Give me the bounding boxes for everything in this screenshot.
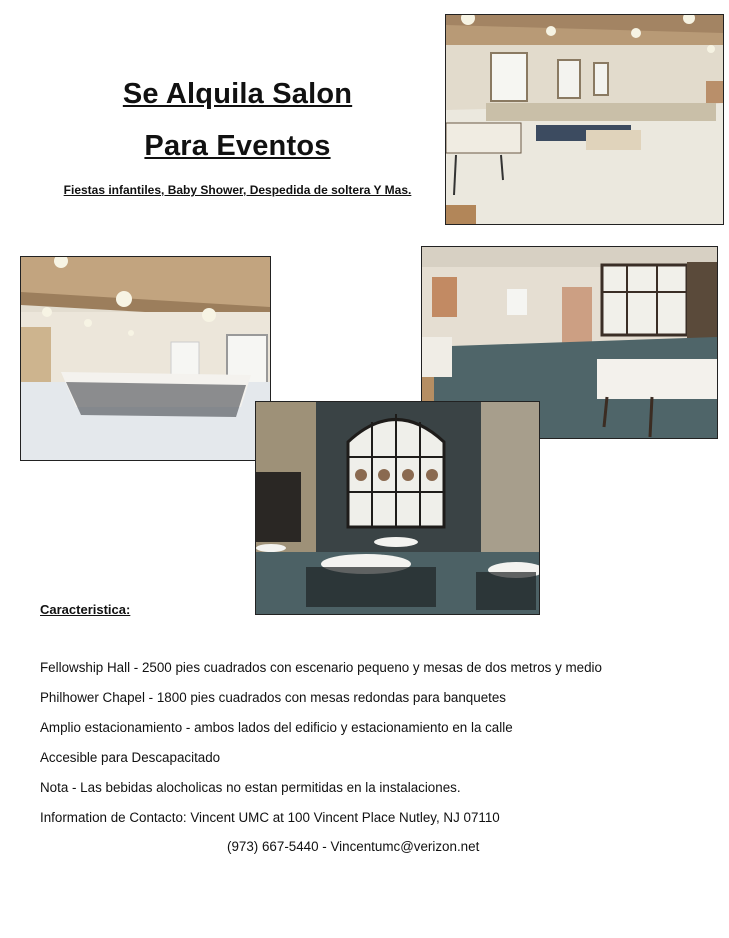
photo-fellowship-hall-tables bbox=[20, 256, 271, 461]
feature-parking: Amplio estacionamiento - ambos lados del edificio y estacionamiento en la calle bbox=[40, 720, 513, 735]
feature-philhower-chapel: Philhower Chapel - 1800 pies cuadrados con mesas redondas para banquetes bbox=[40, 690, 506, 705]
features-heading: Caracteristica: bbox=[40, 602, 131, 617]
contact-phone-email: (973) 667-5440 - Vincentumc@verizon.net bbox=[227, 839, 480, 854]
contact-address: Information de Contacto: Vincent UMC at 100 Vincent Place Nutley, NJ 07110 bbox=[40, 810, 500, 825]
title-line-1: Se Alquila Salon bbox=[122, 78, 353, 110]
feature-alcohol-note: Nota - Las bebidas alocholicas no estan permitidas en la instalaciones. bbox=[40, 780, 461, 795]
subtitle: Fiestas infantiles, Baby Shower, Despedida de soltera Y Mas. bbox=[63, 183, 412, 197]
feature-accessible: Accesible para Descapacitado bbox=[40, 750, 221, 765]
feature-fellowship-hall: Fellowship Hall - 2500 pies cuadrados con escenario pequeno y mesas de dos metros y medio bbox=[40, 660, 602, 675]
title-line-2: Para Eventos bbox=[144, 130, 331, 162]
photo-chapel-stained-glass bbox=[255, 401, 540, 615]
photo-fellowship-hall-wide bbox=[445, 14, 724, 225]
